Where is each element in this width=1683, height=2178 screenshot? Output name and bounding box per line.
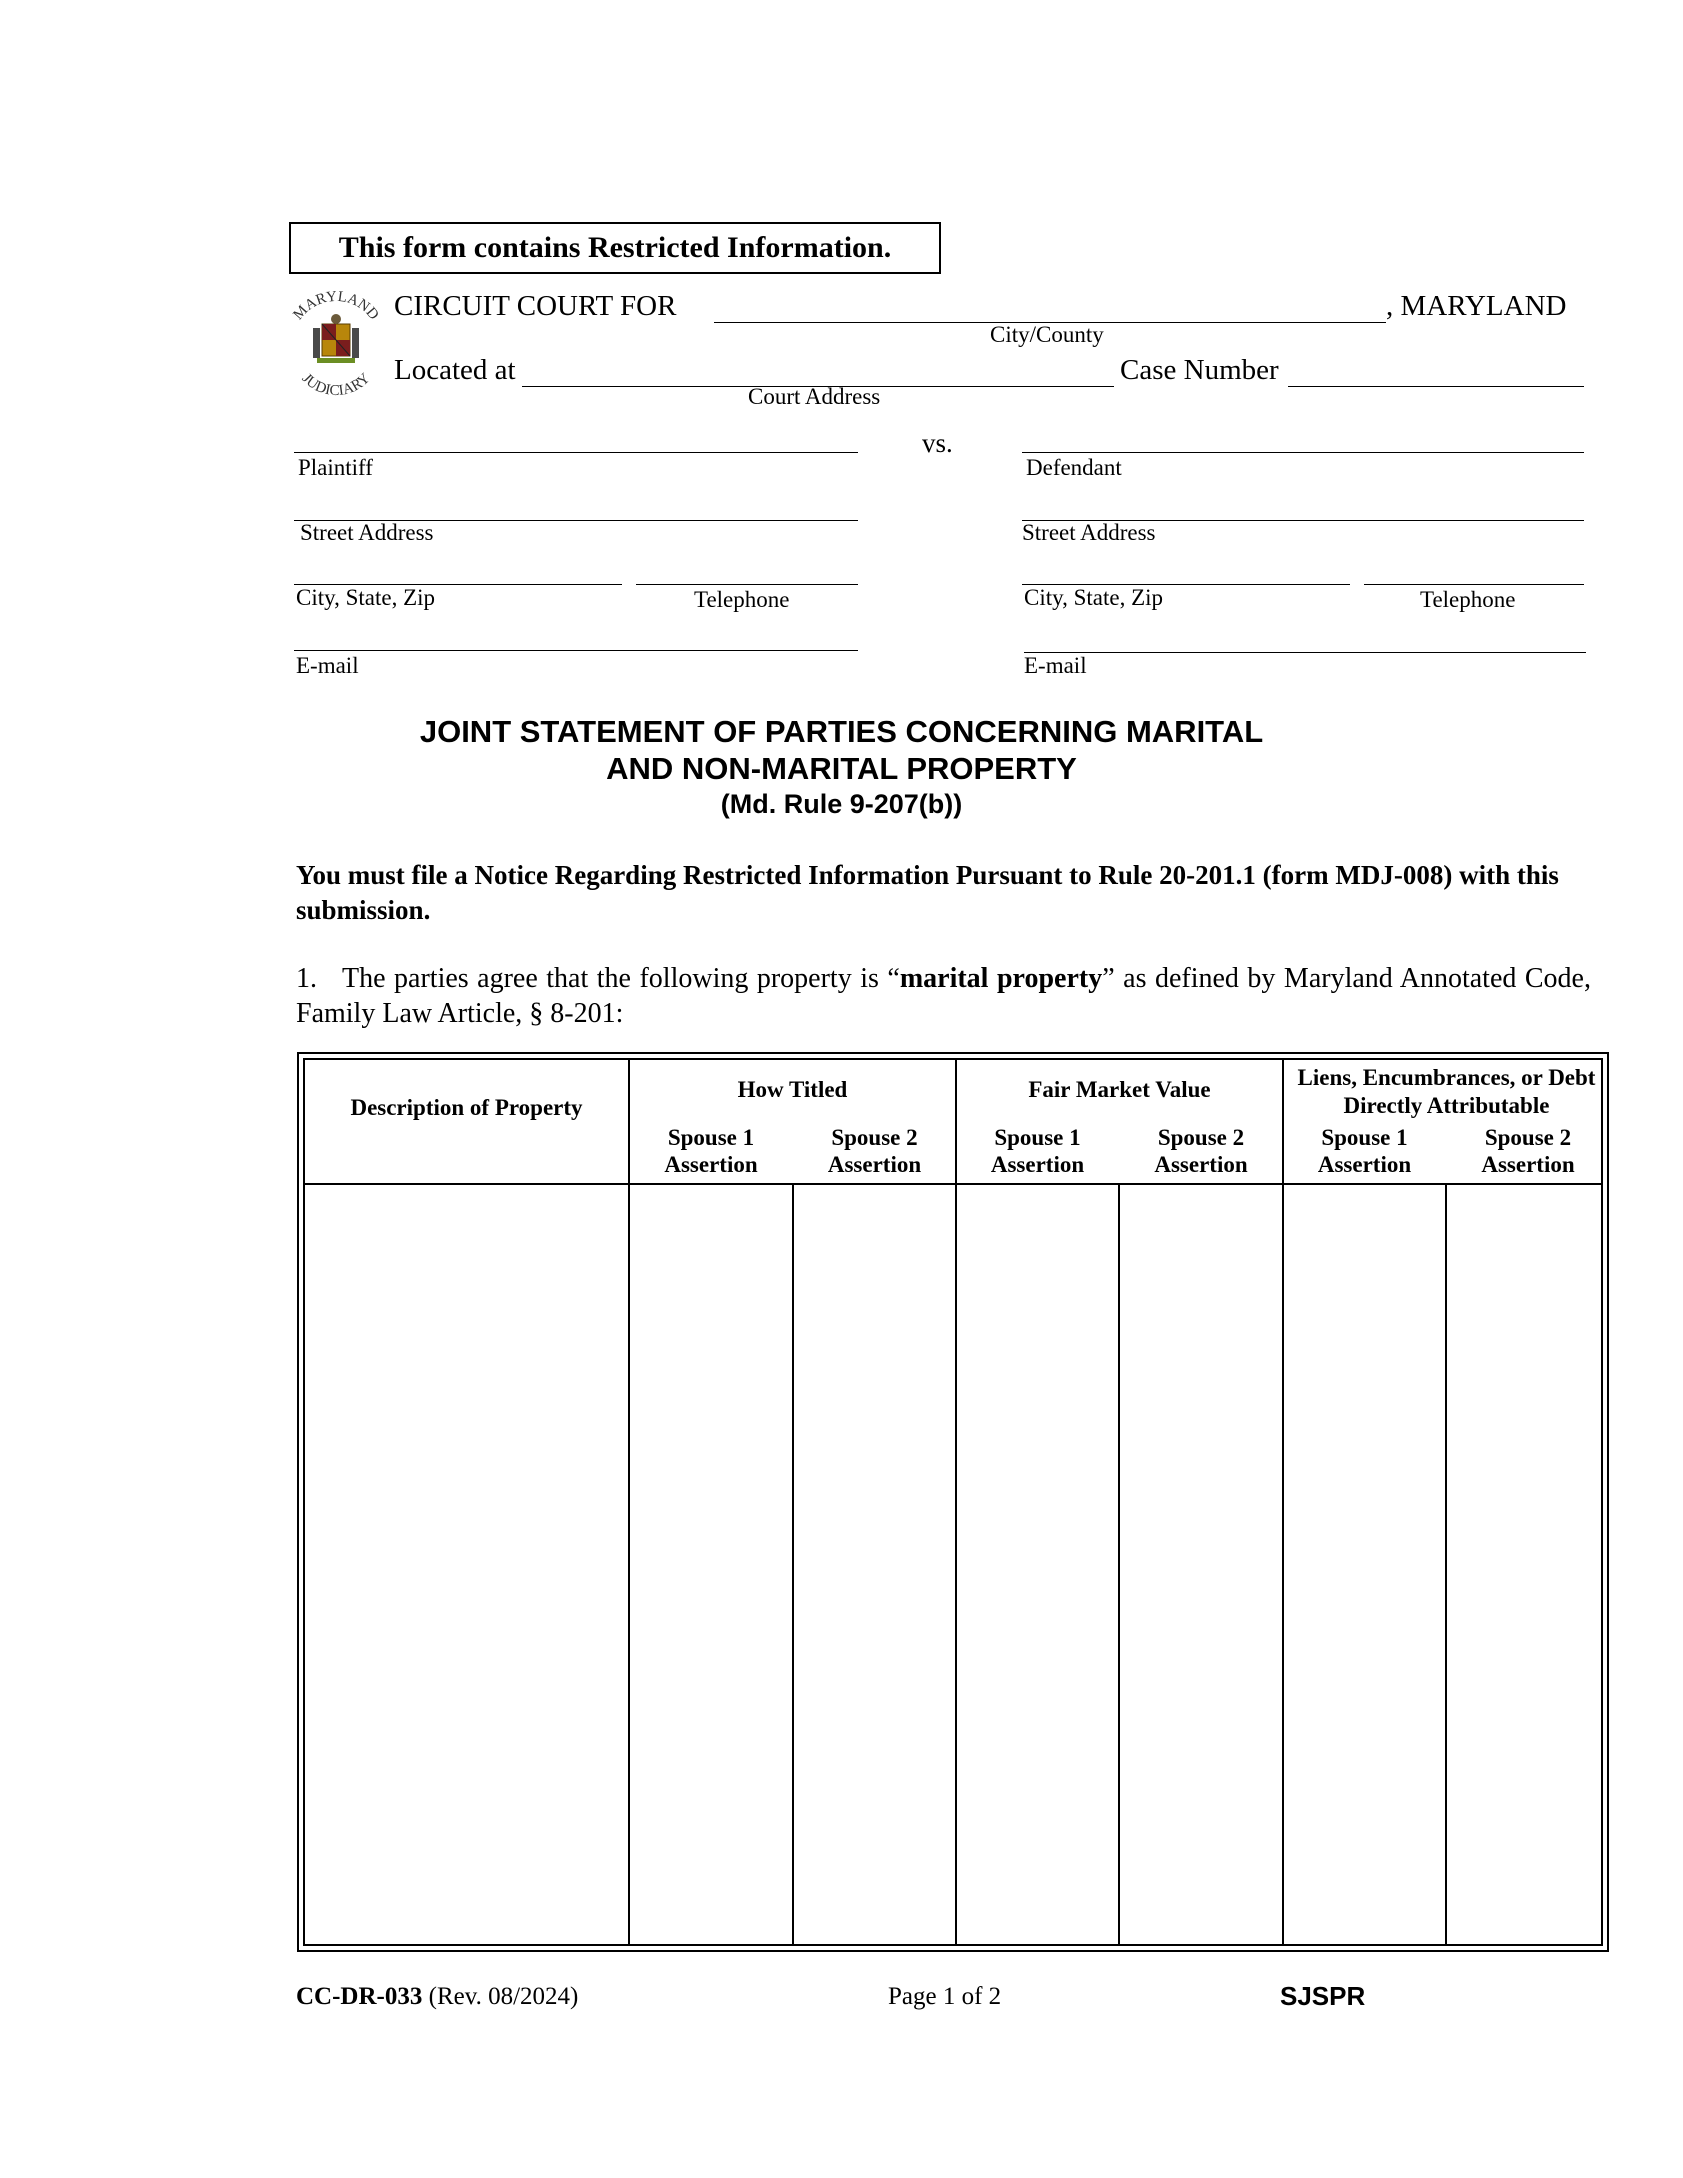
court-prefix: CIRCUIT COURT FOR [394, 290, 677, 322]
seal-text-bottom: JUDICIARY [298, 370, 374, 400]
court-address-caption: Court Address [748, 384, 881, 409]
how-titled-spouse1-cell[interactable] [630, 1185, 792, 1944]
plaintiff-phone-field[interactable] [636, 584, 858, 585]
paragraph-text-after: ” as defined by Maryland Annotated Code, Family Law Article, § 8-201: [296, 963, 1591, 1029]
description-header: Description of Property [350, 1095, 583, 1120]
liens-header: Liens, Encumbrances, or Debt Directly Attributable [1297, 1065, 1596, 1118]
defendant-city-caption: City, State, Zip [1024, 585, 1164, 610]
vs-label: vs. [922, 428, 953, 458]
paragraph-number: 1. [296, 963, 317, 994]
plaintiff-email-caption: E-mail [296, 653, 359, 678]
liens-spouse2-cell[interactable] [1447, 1185, 1601, 1944]
case-number-field[interactable] [1288, 386, 1584, 387]
seal-text-top: MARYLAND [290, 288, 382, 324]
form-code [296, 1983, 578, 2011]
form-title-line1: JOINT STATEMENT OF PARTIES CONCERNING MARITAL [419, 714, 1264, 749]
plaintiff-street-caption: Street Address [300, 520, 434, 545]
defendant-phone-field[interactable] [1364, 584, 1584, 585]
plaintiff-caption: Plaintiff [298, 455, 373, 480]
plaintiff-email-field[interactable] [294, 650, 858, 651]
description-entry-cell[interactable] [305, 1185, 628, 1944]
plaintiff-city-caption: City, State, Zip [296, 585, 436, 610]
defendant-caption: Defendant [1026, 455, 1122, 480]
plaintiff-phone-caption: Telephone [694, 587, 790, 612]
defendant-name-field[interactable] [1022, 452, 1584, 453]
defendant-street-caption: Street Address [1022, 520, 1156, 545]
fmv-spouse1-cell[interactable] [957, 1185, 1118, 1944]
how-titled-spouse2-cell[interactable] [794, 1185, 955, 1944]
maryland-judiciary-seal [283, 286, 389, 402]
marital-property-table [297, 1052, 1609, 1952]
plaintiff-name-field[interactable] [294, 452, 858, 453]
defendant-phone-caption: Telephone [1420, 587, 1516, 612]
restricted-information-notice: This form contains Restricted Information. [289, 222, 941, 274]
city-county-caption: City/County [990, 322, 1104, 347]
form-title-line2: AND NON-MARITAL PROPERTY [606, 751, 1077, 786]
page-number: Page 1 of 2 [888, 1983, 1002, 2010]
how-titled-spouse2-header: Spouse 2 Assertion [827, 1125, 922, 1177]
located-at-label: Located at [394, 354, 516, 386]
defendant-email-caption: E-mail [1024, 653, 1087, 678]
liens-spouse1-header: Spouse 1 Assertion [1317, 1125, 1412, 1177]
fmv-spouse2-cell[interactable] [1120, 1185, 1282, 1944]
fmv-spouse2-header: Spouse 2 Assertion [1154, 1125, 1248, 1177]
fmv-spouse1-header: Spouse 1 Assertion [990, 1125, 1085, 1177]
defendant-email-field[interactable] [1024, 652, 1586, 653]
form-short-code: SJSPR [1280, 1981, 1366, 2011]
restricted-filing-notice: You must file a Notice Regarding Restricted Information Pursuant to Rule 20-201.1 (form MDJ-008) with this submission. [296, 860, 1559, 925]
table-inner-border [303, 1058, 1603, 1946]
form-title-rule: (Md. Rule 9-207(b)) [720, 789, 963, 819]
paragraph-marital-property [296, 961, 1591, 1031]
how-titled-spouse1-header: Spouse 1 Assertion [664, 1125, 758, 1177]
liens-spouse2-header: Spouse 2 Assertion [1481, 1125, 1575, 1177]
form-code-number: CC-DR-033 [296, 1983, 423, 2010]
paragraph-text-before: The parties agree that the following property is “ [342, 963, 900, 994]
form-revision: (Rev. 08/2024) [428, 1983, 579, 2010]
fair-market-value-header: Fair Market Value [1028, 1077, 1211, 1102]
how-titled-header: How Titled [737, 1077, 848, 1102]
liens-spouse1-cell[interactable] [1284, 1185, 1445, 1944]
paragraph-bold-term: marital property [899, 963, 1103, 994]
case-number-label: Case Number [1120, 354, 1279, 386]
svg-text:JUDICIARY [299, 370, 374, 399]
court-suffix: , MARYLAND [1386, 290, 1567, 322]
